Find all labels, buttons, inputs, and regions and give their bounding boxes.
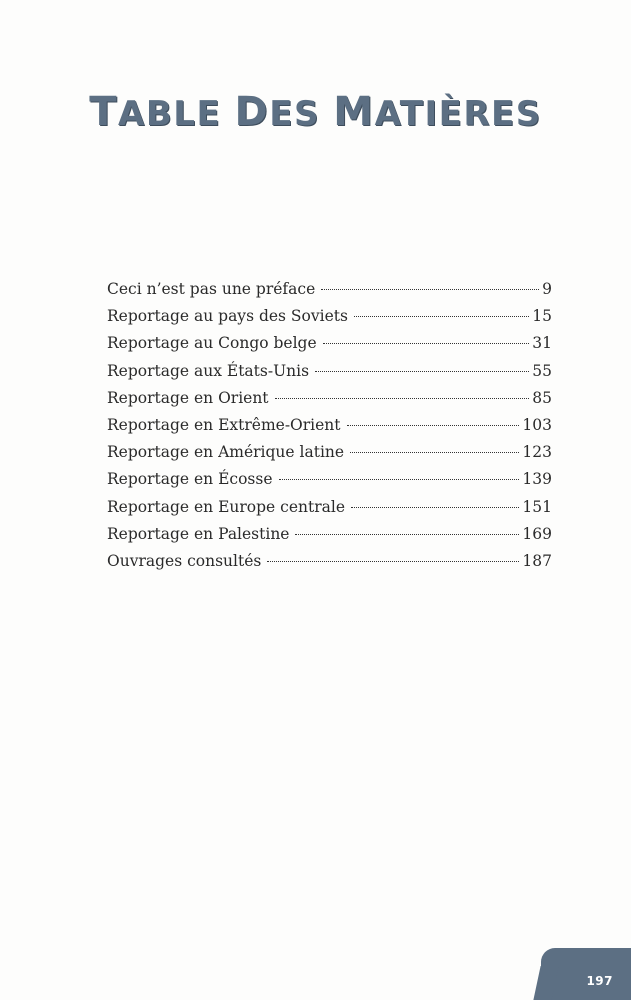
toc-entry-soviets[interactable]: [107, 303, 552, 330]
toc-entry-label: Ceci n’est pas une préface: [107, 280, 316, 298]
toc-entry-label: Reportage au Congo belge: [107, 334, 317, 353]
toc-leader-dots: [321, 288, 539, 290]
toc-leader-dots: [351, 506, 519, 508]
title-word-table: ABLE: [118, 94, 222, 134]
toc-entry-page: 31: [532, 334, 552, 353]
toc-entry-label: Reportage en Amérique latine: [107, 443, 345, 462]
toc-entry-page: 9: [542, 280, 552, 298]
toc-entry-etats-unis[interactable]: [107, 358, 552, 385]
page-title: [0, 86, 631, 140]
toc-entry-palestine[interactable]: [107, 521, 552, 548]
toc-entry-extreme-orient[interactable]: [107, 412, 552, 439]
toc-leader-dots: [267, 560, 519, 562]
toc-leader-dots: [295, 533, 519, 535]
toc-entry-amerique-latine[interactable]: [107, 439, 552, 466]
toc-entry-congo[interactable]: [107, 330, 552, 357]
toc-entry-label: Reportage en Palestine: [107, 524, 290, 543]
toc-entry-preface[interactable]: [107, 276, 552, 303]
toc-entry-orient[interactable]: [107, 385, 552, 412]
toc-entry-page: 139: [522, 470, 552, 489]
toc-leader-dots: [347, 424, 520, 426]
title-initial-t: T: [89, 89, 119, 135]
toc-entry-label: Ouvrages consultés: [107, 551, 262, 570]
page-number: 197: [586, 974, 613, 988]
toc-leader-dots: [354, 315, 529, 317]
toc-entry-label: Reportage au pays des Soviets: [107, 307, 348, 326]
toc-entry-page: 169: [522, 524, 552, 543]
toc-leader-dots: [315, 370, 529, 372]
toc-leader-dots: [279, 478, 520, 480]
toc-entry-label: Reportage en Extrême-Orient: [107, 415, 341, 434]
toc-entry-page: 123: [522, 443, 552, 462]
toc-entry-ecosse[interactable]: [107, 466, 552, 493]
toc-entry-page: 55: [532, 361, 552, 380]
toc-entry-ouvrages-consultes[interactable]: [107, 548, 552, 575]
toc-entry-page: 85: [532, 388, 552, 407]
toc-entry-page: 187: [522, 551, 552, 570]
title-word-matieres: ATIÈRES: [374, 94, 542, 134]
toc-entry-page: 103: [522, 415, 552, 434]
toc-leader-dots: [323, 342, 530, 344]
toc-entry-label: Reportage en Europe centrale: [107, 497, 345, 516]
title-word-des: ES: [269, 94, 320, 134]
toc-entry-page: 151: [522, 497, 552, 516]
toc-leader-dots: [275, 397, 530, 399]
title-initial-d: D: [234, 89, 270, 135]
toc-entry-label: Reportage aux États-Unis: [107, 361, 310, 380]
toc-entry-europe-centrale[interactable]: [107, 494, 552, 521]
toc-entry-label: Reportage en Écosse: [107, 470, 273, 489]
table-of-contents: [107, 276, 552, 575]
toc-leader-dots: [350, 451, 519, 453]
page-number-tab: [541, 948, 631, 1000]
toc-entry-page: 15: [532, 307, 552, 326]
toc-entry-label: Reportage en Orient: [107, 388, 269, 407]
title-initial-m: M: [333, 89, 375, 135]
